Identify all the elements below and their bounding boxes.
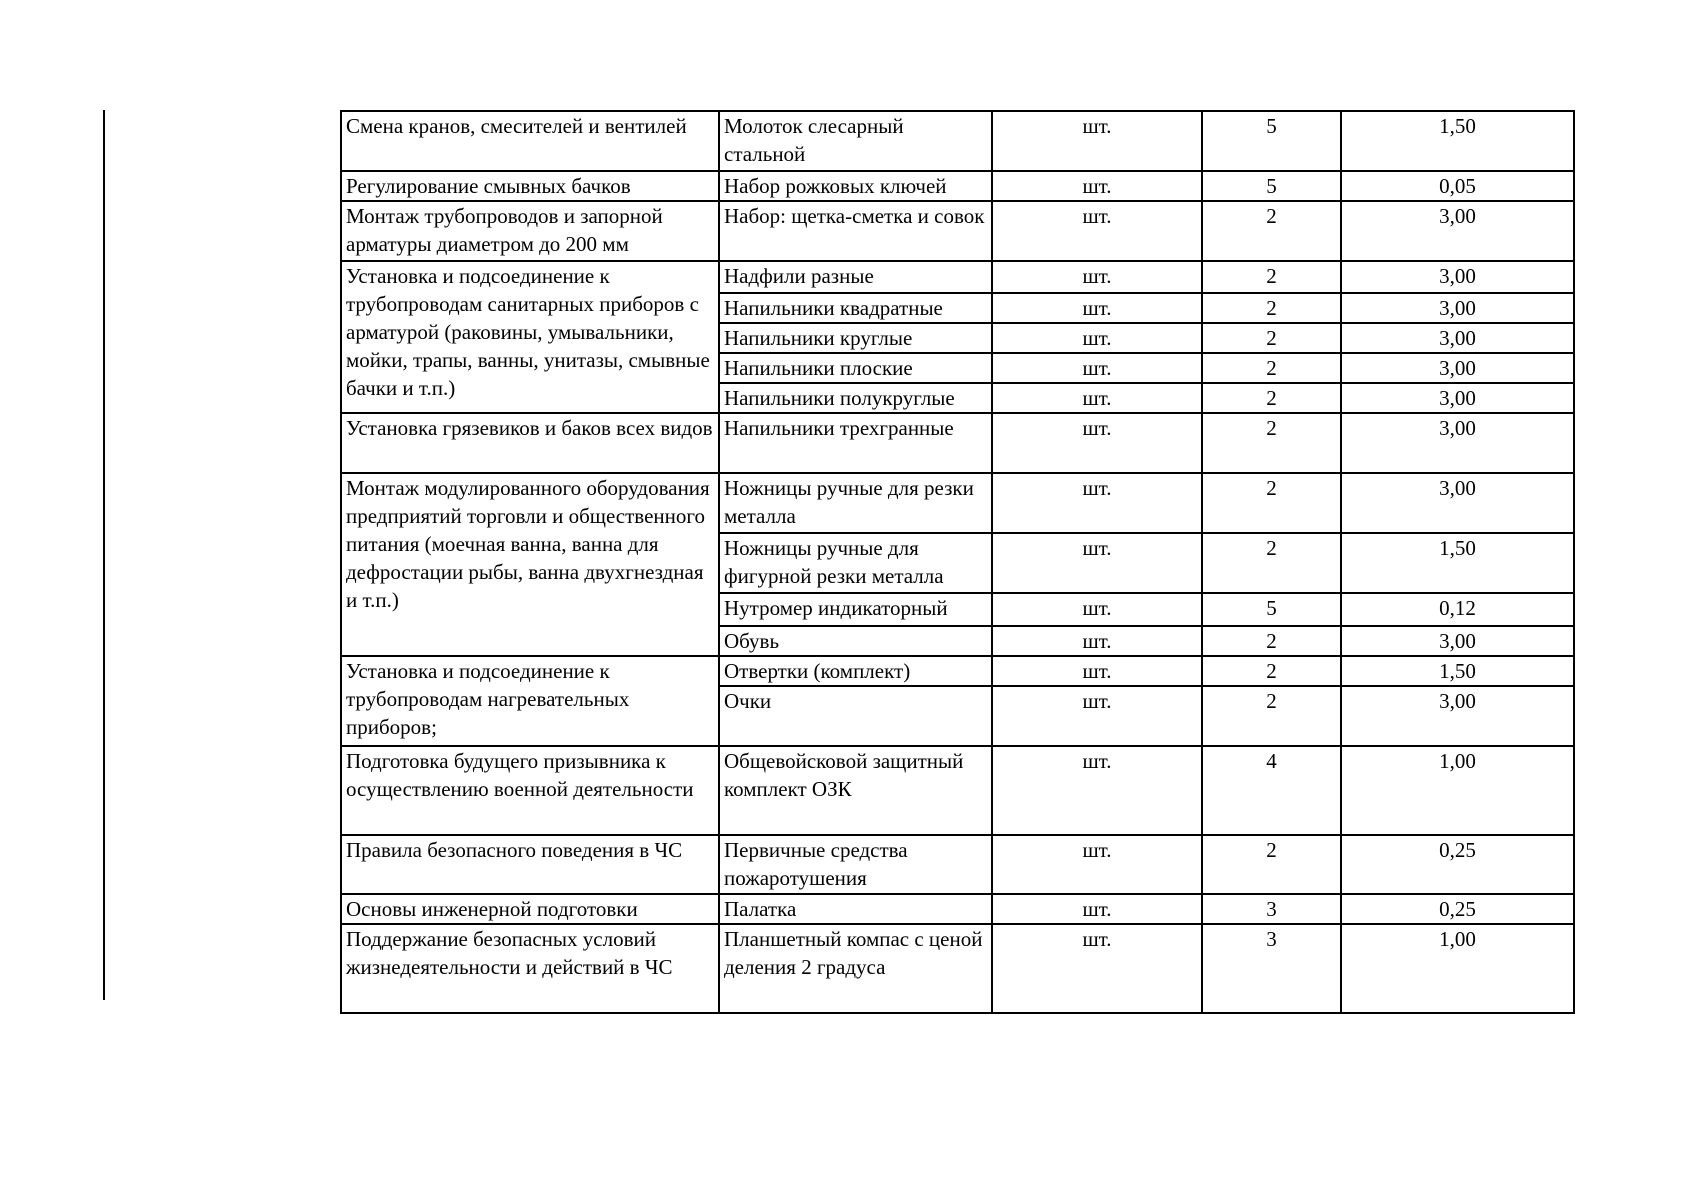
tool-name-cell: Первичные средства пожаротушения xyxy=(719,835,992,894)
tool-name-cell: Напильники круглые xyxy=(719,323,992,353)
norm-cell: 3,00 xyxy=(1341,473,1574,533)
work-type-cell: Правила безопасного поведения в ЧС xyxy=(341,835,719,894)
table-row xyxy=(341,894,1574,924)
norm-cell: 3,00 xyxy=(1341,261,1574,293)
norm-cell: 0,12 xyxy=(1341,593,1574,626)
norm-cell: 1,50 xyxy=(1341,533,1574,593)
unit-cell: шт. xyxy=(992,293,1202,323)
work-type-cell: Основы инженерной подготовки xyxy=(341,894,719,924)
equipment-table xyxy=(340,110,1575,1014)
quantity-cell: 2 xyxy=(1202,323,1341,353)
tool-name-cell: Нутромер индикаторный xyxy=(719,593,992,626)
quantity-cell: 3 xyxy=(1202,894,1341,924)
norm-cell: 1,00 xyxy=(1341,746,1574,835)
norm-cell: 3,00 xyxy=(1341,323,1574,353)
table-row xyxy=(341,413,1574,473)
norm-cell: 3,00 xyxy=(1341,383,1574,413)
tool-name-cell: Напильники полукруглые xyxy=(719,383,992,413)
norm-cell: 0,25 xyxy=(1341,835,1574,894)
unit-cell: шт. xyxy=(992,924,1202,1013)
tool-name-cell: Набор: щетка-сметка и совок xyxy=(719,201,992,261)
unit-cell: шт. xyxy=(992,323,1202,353)
quantity-cell: 2 xyxy=(1202,353,1341,383)
norm-cell: 3,00 xyxy=(1341,686,1574,746)
quantity-cell: 2 xyxy=(1202,293,1341,323)
unit-cell: шт. xyxy=(992,835,1202,894)
unit-cell: шт. xyxy=(992,111,1202,171)
norm-cell: 3,00 xyxy=(1341,413,1574,473)
work-type-cell: Монтаж модулированного оборудования предприятий торговли и общественного питания (моечная ванна, ванна для дефростации рыбы, ванна двухгнездная и т.п.) xyxy=(341,473,719,656)
quantity-cell: 2 xyxy=(1202,201,1341,261)
tool-name-cell: Ножницы ручные для фигурной резки металла xyxy=(719,533,992,593)
tool-name-cell: Общевойсковой защитный комплект ОЗК xyxy=(719,746,992,835)
quantity-cell: 5 xyxy=(1202,171,1341,201)
unit-cell: шт. xyxy=(992,593,1202,626)
unit-cell: шт. xyxy=(992,473,1202,533)
tool-name-cell: Отвертки (комплект) xyxy=(719,656,992,686)
quantity-cell: 2 xyxy=(1202,261,1341,293)
unit-cell: шт. xyxy=(992,201,1202,261)
table-row xyxy=(341,835,1574,894)
quantity-cell: 2 xyxy=(1202,686,1341,746)
norm-cell: 0,25 xyxy=(1341,894,1574,924)
norm-cell: 3,00 xyxy=(1341,293,1574,323)
tool-name-cell: Молоток слесарный стальной xyxy=(719,111,992,171)
norm-cell: 0,05 xyxy=(1341,171,1574,201)
tool-name-cell: Обувь xyxy=(719,626,992,656)
tool-name-cell: Палатка xyxy=(719,894,992,924)
quantity-cell: 4 xyxy=(1202,746,1341,835)
quantity-cell: 2 xyxy=(1202,656,1341,686)
norm-cell: 1,50 xyxy=(1341,111,1574,171)
tool-name-cell: Напильники плоские xyxy=(719,353,992,383)
work-type-cell: Смена кранов, смесителей и вентилей xyxy=(341,111,719,171)
work-type-cell: Поддержание безопасных условий жизнедеятельности и действий в ЧС xyxy=(341,924,719,1013)
unit-cell: шт. xyxy=(992,656,1202,686)
norm-cell: 3,00 xyxy=(1341,626,1574,656)
unit-cell: шт. xyxy=(992,383,1202,413)
unit-cell: шт. xyxy=(992,353,1202,383)
norm-cell: 1,50 xyxy=(1341,656,1574,686)
table-row xyxy=(341,201,1574,261)
unit-cell: шт. xyxy=(992,686,1202,746)
tool-name-cell: Ножницы ручные для резки металла xyxy=(719,473,992,533)
table-row xyxy=(341,171,1574,201)
work-type-cell: Установка и подсоединение к трубопроводам нагревательных приборов; xyxy=(341,656,719,746)
quantity-cell: 3 xyxy=(1202,924,1341,1013)
quantity-cell: 2 xyxy=(1202,533,1341,593)
unit-cell: шт. xyxy=(992,894,1202,924)
tool-name-cell: Надфили разные xyxy=(719,261,992,293)
table-body xyxy=(341,111,1574,1013)
norm-cell: 1,00 xyxy=(1341,924,1574,1013)
table-row xyxy=(341,261,1574,293)
work-type-cell: Установка грязевиков и баков всех видов xyxy=(341,413,719,473)
quantity-cell: 2 xyxy=(1202,383,1341,413)
tool-name-cell: Напильники квадратные xyxy=(719,293,992,323)
table-row xyxy=(341,473,1574,533)
unit-cell: шт. xyxy=(992,533,1202,593)
table-row xyxy=(341,746,1574,835)
table-row xyxy=(341,656,1574,686)
quantity-cell: 5 xyxy=(1202,111,1341,171)
tool-name-cell: Напильники трехгранные xyxy=(719,413,992,473)
norm-cell: 3,00 xyxy=(1341,201,1574,261)
norm-cell: 3,00 xyxy=(1341,353,1574,383)
quantity-cell: 2 xyxy=(1202,626,1341,656)
work-type-cell: Регулирование смывных бачков xyxy=(341,171,719,201)
tool-name-cell: Планшетный компас с ценой деления 2 градуса xyxy=(719,924,992,1013)
work-type-cell: Установка и подсоединение к трубопроводам санитарных приборов с арматурой (раковины, умывальники, мойки, трапы, ванны, унитазы, смывные бачки и т.п.) xyxy=(341,261,719,413)
work-type-cell: Монтаж трубопроводов и запорной арматуры диаметром до 200 мм xyxy=(341,201,719,261)
unit-cell: шт. xyxy=(992,261,1202,293)
tool-name-cell: Набор рожковых ключей xyxy=(719,171,992,201)
table-row xyxy=(341,924,1574,1013)
quantity-cell: 5 xyxy=(1202,593,1341,626)
tool-name-cell: Очки xyxy=(719,686,992,746)
unit-cell: шт. xyxy=(992,413,1202,473)
work-type-cell: Подготовка будущего призывника к осуществлению военной деятельности xyxy=(341,746,719,835)
quantity-cell: 2 xyxy=(1202,413,1341,473)
quantity-cell: 2 xyxy=(1202,835,1341,894)
unit-cell: шт. xyxy=(992,746,1202,835)
unit-cell: шт. xyxy=(992,171,1202,201)
quantity-cell: 2 xyxy=(1202,473,1341,533)
unit-cell: шт. xyxy=(992,626,1202,656)
left-margin-rule xyxy=(103,110,105,1000)
table-row xyxy=(341,111,1574,171)
